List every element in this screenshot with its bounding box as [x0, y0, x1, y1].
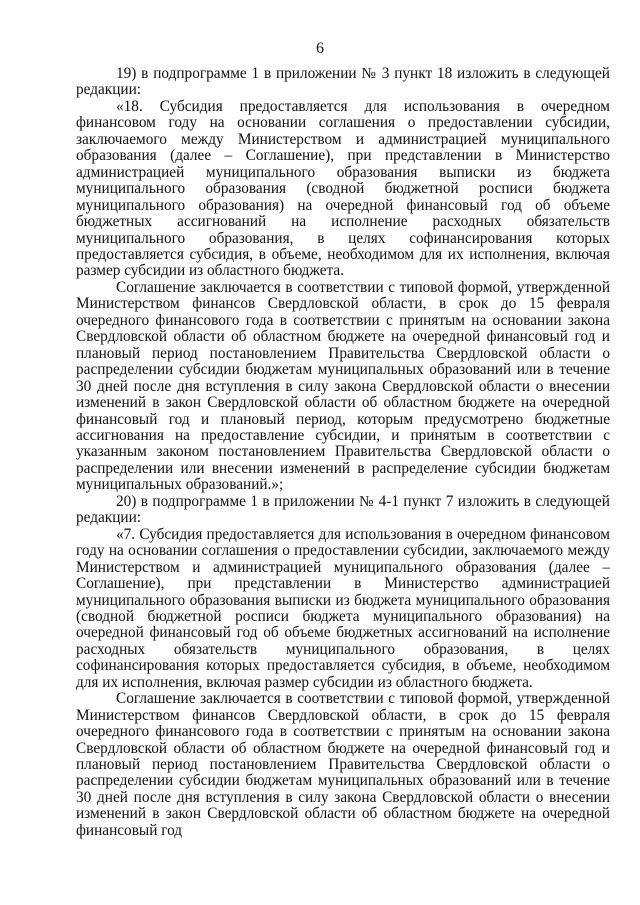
document-body: [76, 66, 610, 839]
paragraph-item-19: 19) в подпрограмме 1 в приложении № 3 пункт 18 изложить в следующей редакции:: [76, 65, 610, 99]
paragraph-subsidy-18: «18. Субсидия предоставляется для использования в очередном финансовом году на основании соглашения о предоставлении субсидии, заключаемого между Министерством и администрацией муниципального образования (далее – Соглашение), при представлении в Министерство администрацией муниципального образования выписки из бюджета муниципального образования (сводной бюджетной росписи бюджета муниципального образования) на очередной финансовый год об объеме бюджетных ассигнований на исполнение расходных обязательств муниципального образования, в целях софинансирования которых предоставляется субсидия, в объеме, необходимом для их исполнения, включая размер субсидии из областного бюджета.: [76, 97, 610, 280]
paragraph-item-20: 20) в подпрограмме 1 в приложении № 4-1 пункт 7 изложить в следующей редакции:: [76, 492, 610, 527]
paragraph-agreement-7: Соглашение заключается в соответствии с типовой формой, утвержденной Министерством финансов Свердловской области, в срок до 15 февраля очередного финансового года в соответствии с принятым на основании закона Свердловской области об областном бюджете на очередной финансовый год и плановый период постановлением Правительства Свердловской области о распределении субсидии бюджетам муниципальных образований или в течение 30 дней после дня вступления в силу закона Свердловской области о внесении изменений в закон Свердловской области об областном бюджете на очередной финансовый год: [76, 690, 610, 839]
paragraph-agreement-18: Соглашение заключается в соответствии с типовой формой, утвержденной Министерством финансов Свердловской области, в срок до 15 февраля очередного финансового года в соответствии с принятым на основании закона Свердловской области об областном бюджете на очередной финансовый год и плановый период постановлением Правительства Свердловской области о распределении субсидии бюджетам муниципальных образований или в течение 30 дней после дня вступления в силу закона Свердловской области о внесении изменений в закон Свердловской области об областном бюджете на очередной финансовый год и плановый период, которым предусмотрено бюджетные ассигнования на предоставление субсидии, и принятым в соответствии с указанным законом постановлением Правительства Свердловской области о распределении или внесении изменений в распределение субсидии бюджетам муниципальных образований.»;: [76, 278, 610, 494]
paragraph-subsidy-7: «7. Субсидия предоставляется для использования в очередном финансовом году на основании соглашения о предоставлении субсидии, заключаемого между Министерством и администрацией муниципального образования (далее – Соглашение), при представлении в Министерство администрацией муниципального образования выписки из бюджета муниципального образования (сводной бюджетной росписи бюджета муниципального образования) на очередной финансовый год об объеме бюджетных ассигнований на исполнение расходных обязательств муниципального образования, в целях софинансирования которых предоставляется субсидия, в объеме, необходимом для их исполнения, включая размер субсидии из областного бюджета.: [76, 525, 610, 691]
page-number: 6: [316, 40, 324, 57]
